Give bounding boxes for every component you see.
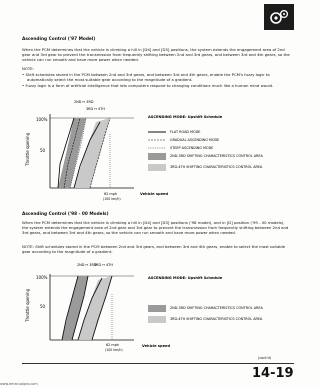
section1-title: Ascending Control ('97 Model) [22, 37, 96, 42]
chart1-y-label: Throttle opening [25, 132, 30, 166]
chart1-x-label: Vehicle speed [140, 192, 169, 196]
note-bullet-2: • Fuzzy logic is a form of artificial intelligence that lets computers respond to changing conditions much like a human mind would. [22, 83, 274, 88]
chart1-legend-gradual: GRADUAL ASCENDING MODE [170, 138, 220, 142]
chart1-legend-steep: STEEP ASCENDING MODE [170, 146, 214, 150]
chart2-legend-title: ASCENDING MODE: Upshift Schedule [148, 276, 223, 280]
chart2-label-3-4: 3RD ↔ 4TH [94, 263, 113, 267]
section2-title: Ascending Control ('98 - 00 Models) [22, 212, 109, 217]
chart1-legend-title: ASCENDING MODE: Upshift Schedule [148, 115, 223, 119]
chart2-y-mid: 50 [40, 304, 46, 309]
chart1-y-mid: 50 [40, 148, 46, 153]
section2-note: NOTE: Shift schedules stored in the PCM between 2nd and 3rd gears, and between 3rd and 4th gears, enable to select the most suitable gear according to the magnitude of a gradient. [22, 244, 286, 255]
footer-rule [22, 363, 294, 364]
chart1-legend-flat: FLAT ROAD MODE [170, 130, 201, 134]
chart2-shift-schedule [22, 258, 294, 354]
section1-body: When the PCM determines that the vehicle is climbing a hill in [D4] and [D3] positions, the system extends the engagement area of 2nd gear and 3rd gear to prevent the transmission from frequently shifting between 2nd and 3rd gears, and between 3rd and 4th gears, so the vehicle can run smooth and have more power when needed. [22, 47, 290, 63]
chart1-y-top: 100% [36, 117, 48, 122]
section2-body: When the PCM determines that the vehicle is climbing a hill in [D4] and [D3] positions ('98 model), and in [D] position ('99 - 00 models), the system extends the engagement area of 2nd gear and 3rd gear to prevent the transmission from frequently shifting between 2nd and 3rd gears, and between 3rd and 4th gears, so the vehicle can run smooth and have more power when needed. [22, 220, 289, 236]
section-gear-icon [264, 4, 294, 30]
page-number: 14-19 [252, 366, 294, 381]
chart2-y-top: 100% [36, 275, 48, 280]
chart1-legend-2-3: 2ND-3RD SHIFTING CHARACTERISTICS CONTROL AREA [170, 154, 263, 158]
note-bullet-1: • Shift schedules stored in the PCM between 2nd and 3rd gears, and between 3rd and 4th gears, enable the PCM's fuzzy logic to automatically select the most suitable gear according to the magnitude of a gradient. [22, 72, 270, 83]
chart1-legend-swatch-2-3 [148, 153, 166, 160]
continued-note: (cont'd) [258, 356, 272, 360]
note-label: NOTE: [22, 66, 34, 71]
gear-icon [268, 8, 290, 26]
chart1-legend-3-4: 3RD-4TH SHIFTING CHARACTERISTICS CONTROL AREA [170, 165, 263, 169]
chart1-x-tick-sub: (100 km/h) [103, 197, 121, 201]
site-watermark: www.emanualpro.com [0, 382, 38, 386]
chart2-legend-2-3: 2ND-3RD SHIFTING CHARACTERISTICS CONTROL AREA [170, 306, 263, 310]
chart1-label-3-4: 3RD ↔ 4TH [86, 107, 105, 111]
chart2-y-label: Throttle opening [25, 288, 30, 322]
chart1-shift-schedule [22, 94, 294, 204]
chart1-label-2-3: 2ND ↔ 3RD [74, 100, 94, 104]
chart1-x-tick: 62 mph [104, 192, 117, 196]
chart2-x-label: Vehicle speed [142, 344, 171, 348]
chart2-legend-3-4: 3RD-4TH SHIFTING CHARACTERISTICS CONTROL AREA [170, 317, 263, 321]
chart2-x-tick-sub: (100 km/h) [105, 348, 123, 352]
chart1-legend-swatch-3-4 [148, 164, 166, 171]
chart2-label-2-3: 2ND ↔ 3RD [77, 263, 97, 267]
chart2-x-tick: 62 mph [106, 343, 119, 347]
